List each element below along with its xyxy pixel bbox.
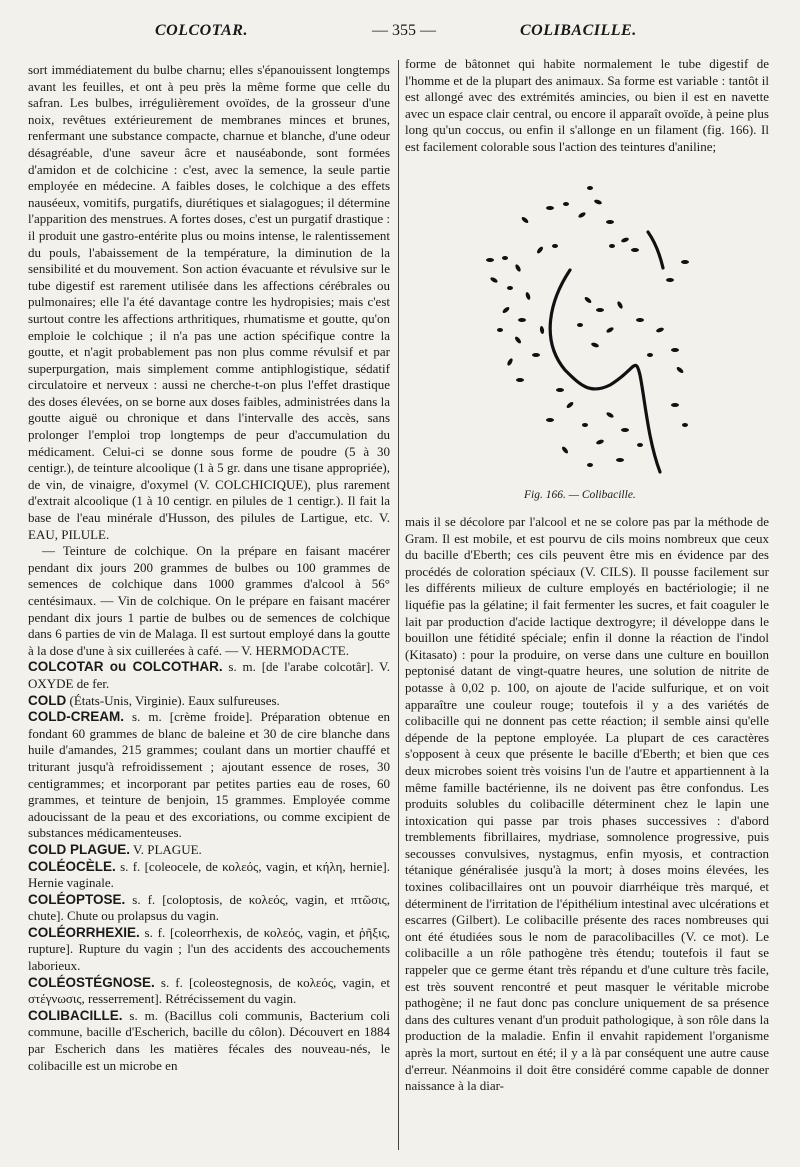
entry-colibacille	[28, 1008, 390, 1074]
header-right-word: COLIBACILLE.	[520, 22, 637, 39]
entry-cold-cream	[28, 709, 390, 842]
right-column-bottom	[405, 514, 769, 1095]
headword-cold-cream: COLD-CREAM.	[28, 709, 124, 725]
running-header	[0, 22, 800, 48]
definition-cold: (États-Unis, Virginie). Eaux sulfureuses.	[66, 692, 280, 708]
bacilli-group	[486, 186, 689, 467]
definition-colibacille: s. m. (Bacillus coli communis, Bacterium coli commune, bacille d'Escherich, bacille du côlon). Découvert en 1884 par Escherich dans les matières fécales des nouveau-nés, le colibacille est un microbe en	[28, 1007, 390, 1073]
long-filament	[550, 270, 660, 472]
entry-coleocele	[28, 859, 390, 892]
headword-cold-plague: COLD PLAGUE.	[28, 841, 131, 857]
colibacille-figure	[470, 180, 710, 485]
headword-cold: COLD	[28, 692, 67, 708]
definition-cold-plague: V. PLAGUE.	[130, 841, 202, 857]
definition-coleocele: s. f. [coleocele, de κολεός, vagin, et κήλη, hernie]. Hernie vaginale.	[28, 858, 390, 891]
entry-coleoptose	[28, 892, 390, 925]
entry-coleorrhexie	[28, 925, 390, 975]
definition-coleostegnose: s. f. [coleostegnosis, de κολεός, vagin, et στέγνωσις, resserrement]. Rétrécissement du vagin.	[28, 974, 390, 1007]
definition-coleorrhexie: s. f. [coleorrhexis, de κολεός, vagin, et ῥῆξις, rupture]. Rupture du vagin ; l'un des accidents des accouchements laborieux.	[28, 924, 390, 974]
header-left-word: COLCOTAR.	[155, 22, 248, 39]
left-column	[28, 62, 390, 1074]
colibacille-properties: mais il se décolore par l'alcool et ne se colore pas par la méthode de Gram. Il est mobile, et est pourvu de cils moins nombreux que ceux du bacille d'Eberth; ces cils peuvent être mis en évidence par des procédés de coloration spéciaux (V. CILS). Il pousse facilement sur les différents milieux de culture employés en bactériologie; il ne liquéfie pas la gélatine; il fait fermenter les sucres, et fait coaguler le lait par production d'acide lactique dextrogyre; il développe dans le bouillon une fétidité spéciale; enfin il donne la réaction de l'indol (Kitasato) : pour la produire, on verse dans une culture en bouillon peptonisé datant de vingt-quatre heures, une solution de nitrite de potasse à 0,02 p. 100, on ajoute de l'acide sulfurique, et on voit apparaître une couleur rouge; toutefois il y a des variétés de colibacille qui ne donnent pas cette réaction; il semble ainsi qu'elle dépende de la peptone employée. La plupart de ces caractères s'opposent à ceux que présente le bacille d'Eberth; et bien que ces deux microbes soient très voisins l'un de l'autre et appartiennent à la même famille bactérienne, ils ne doivent pas être confondus. Les produits solubles du colibacille déterminent chez le lapin une intoxication qui passe par trois phases successives : d'abord tremblements fibrillaires, mydriase, somnolence progressive, puis secousses convulsives, nystagmus, enfin myosis, et contraction tétanique généralisée jusqu'à la mort; à doses moins élevées, les toxines colibacillaires ont un pouvoir diarrhéique très marqué, et déterminent de l'irritation de l'épithélium intestinal avec ulcérations et escarres (Gilbert). Le colibacille présente des races nombreuses qui ont été étudiées sous le nom de paracolibacilles (V. ce mot). Le colibacille a un rôle pathogène très étendu; toutefois il faut se rappeler que ce germe étant très répandu et d'une culture très facile, est très souvent rencontré et peut masquer le véritable microbe pathogène; il ne faut donc pas conclure uniquement de sa présence dans des cultures venant d'un produit pathologique, à son rôle dans la production de la maladie. Enfin il envahit rapidement l'organisme après la mort, surtout en été; il y a là par conséquent une autre cause d'erreur. Néanmoins il doit être considéré comme capable de donner naissance à la diar-	[405, 514, 769, 1094]
headword-coleostegnose: COLÉOSTÉGNOSE.	[28, 974, 155, 990]
headword-coleoptose: COLÉOPTOSE.	[28, 891, 126, 907]
entry-coleostegnose	[28, 975, 390, 1008]
teinture-paragraph: — Teinture de colchique. On la prépare en faisant macérer pendant dix jours 200 grammes de bulbes ou 100 grammes de semences de colchique dans 1000 grammes d'alcool à 56° centésimaux. — Vin de colchique. On le prépare en faisant macérer pendant dix jours 1 partie de bulbes ou de semences de colchique dans 6 parties de vin de Malaga. Il est surtout employé dans la goutte à la dose d'une à six cuillerées à café. — V. HERMODACTE.	[28, 543, 390, 658]
colchique-paragraph: sort immédiatement du bulbe charnu; elles s'épanouissent longtemps avant les feuilles, et ont à peu près la même forme que celle du safran. Les bulbes, irrégulièrement ovoïdes, de la grosseur d'une noix, revêtues extérieurement de membranes minces et brunes, renfermant une substance compacte, charnue et blanche, d'une odeur désagréable, d'une saveur âcre et nauséabonde, sont formées d'amidon et de colchicine : c'est, avec la semence, la seule partie employée en médecine. A faibles doses, le colchique a des effets nauséeux, vomitifs, purgatifs, diurétiques et sialagogues; il détermine l'apparition des menstrues. A fortes doses, c'est un purgatif drastique : il produit une gastro-entérite plus ou moins intense, le ralentissement du pouls, l'abaissement de la température, la diminution de la sensibilité et du mouvement. Son action évacuante et révulsive sur le tube digestif est rarement utilisée dans les affections cérébrales ou pulmonaires; elle l'a été davantage contre les hydropisies; mais c'est surtout contre les affections arthritiques, rhumatisme et goutte, qu'on emploie le colchique ; il n'a pas une action spécifique contre la goutte, et n'agit probablement pas non plus comme révulsif et par superpurgation, mais simplement comme antiphlogistique, sédatif circulatoire et nerveux : aussi ne cherche-t-on plus l'effet drastique des doses élevées, on se borne aux doses faibles, administrées dans la goutte aiguë ou chronique et dans l'intervalle des accès, sans prolonger l'emploi trop longtemps de peur d'accumulation du médicament. Celui-ci se donne sous forme de poudre (5 à 30 centigr.), de teinture alcoolique (1 à 5 gr. dans une tisane appropriée), de vin, de vinaigre, d'oxymel (V. COLCHICIQUE), plus rarement d'extrait alcoolique (1 à 10 centigr. en pilules de 1 centigr.). Il fait la base de l'eau minérale d'Husson, des pilules de Lartigue, etc. V. EAU, PILULE.	[28, 62, 390, 542]
entry-colcotar	[28, 659, 390, 692]
right-column-top	[405, 56, 769, 156]
definition-cold-cream: s. m. [crème froide]. Préparation obtenue en fondant 60 grammes de blanc de baleine et 30 de cire blanche dans huile d'amandes, 215 grammes; coulant dans un mortier chauffé et triturant jusqu'à refroidissement ; ajoutant essence de roses, 30 centigrammes; et incorporant par petites parties eau de roses, 60 grammes, et teinture de benjoin, 15 grammes. Employée comme adoucissant de la peau et des excoriations, ou comme excipient de substances médicamenteuses.	[28, 709, 390, 841]
headword-coleocele: COLÉOCÈLE.	[28, 858, 116, 874]
headword-coleorrhexie: COLÉORRHEXIE.	[28, 924, 140, 940]
colibacille-description: forme de bâtonnet qui habite normalement le tube digestif de l'homme et de la plupart des animaux. Sa forme est variable : tantôt il est allongé avec des extrémités amincies, ou bien il est en navette avec un espace clair central, ou encore il apparaît ovoïde, à peine plus long qu'un coccus, ou enfin il s'allonge en un filament (fig. 166). Il est facilement colorable sous l'action des teintures d'aniline;	[405, 56, 769, 154]
headword-colibacille: COLIBACILLE.	[28, 1007, 123, 1023]
entry-cold	[28, 693, 390, 710]
headword-colcotar: COLCOTAR ou COLCOTHAR.	[28, 659, 223, 675]
filament-upper-right	[648, 232, 663, 268]
entry-cold-plague	[28, 842, 390, 859]
definition-coleoptose: s. f. [coloptosis, de κολεός, vagin, et πτῶσις, chute]. Chute ou prolapsus du vagin.	[28, 891, 390, 924]
figure-caption: Fig. 166. — Colibacille.	[524, 489, 636, 501]
page-number: — 355 —	[372, 22, 436, 39]
definition-colcotar: s. m. [de l'arabe colcotâr]. V. OXYDE de fer.	[28, 659, 390, 691]
column-divider	[398, 60, 399, 1150]
